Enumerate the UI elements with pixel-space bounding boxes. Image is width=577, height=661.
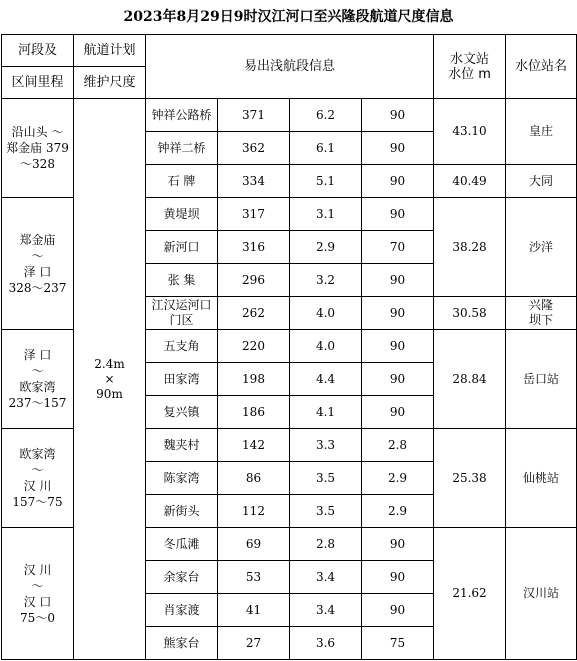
shoal-width: 90	[362, 99, 434, 132]
shoal-name: 熊家台	[146, 627, 218, 660]
header-gauge-level	[434, 35, 506, 99]
shoal-mileage: 220	[218, 330, 290, 363]
shoal-depth: 6.2	[290, 99, 362, 132]
shoal-mileage: 41	[218, 594, 290, 627]
header-segment-line1: 河段及	[2, 35, 74, 67]
segment-line: 75～0	[20, 610, 55, 625]
shoal-depth: 4.0	[290, 297, 362, 330]
shoal-width: 90	[362, 132, 434, 165]
plan-times: ×	[104, 371, 115, 386]
shoal-name: 新河口	[146, 231, 218, 264]
shoal-depth: 4.1	[290, 396, 362, 429]
page-title: 2023年8月29日9时汉江河口至兴隆段航道尺度信息	[123, 9, 454, 25]
segment-cell	[2, 429, 74, 528]
shoal-name: 田家湾	[146, 363, 218, 396]
header-gauge-level-line1: 水文站	[450, 51, 490, 67]
shoal-width: 90	[362, 363, 434, 396]
shoal-depth: 3.4	[290, 561, 362, 594]
header-segment-line2: 区间里程	[2, 67, 74, 99]
shoal-depth: 3.3	[290, 429, 362, 462]
shoal-depth: 2.8	[290, 528, 362, 561]
shoal-mileage: 371	[218, 99, 290, 132]
shoal-width: 2.8	[362, 429, 434, 462]
segment-cell	[2, 99, 74, 198]
shoal-mileage: 198	[218, 363, 290, 396]
shoal-width: 90	[362, 297, 434, 330]
shoal-name: 黄堤坝	[146, 198, 218, 231]
shoal-width: 90	[362, 264, 434, 297]
station-level: 25.38	[434, 429, 506, 528]
shoal-width: 90	[362, 165, 434, 198]
shoal-width: 90	[362, 561, 434, 594]
shoal-mileage: 362	[218, 132, 290, 165]
shoal-name: 江汉运河口门区	[146, 297, 218, 330]
segment-cell	[2, 198, 74, 330]
shoal-width: 2.9	[362, 495, 434, 528]
segment-line: ～	[31, 364, 44, 378]
plan-width: 90m	[96, 386, 123, 401]
segment-line: 汉 口	[23, 594, 52, 609]
station-name: 汉川站	[506, 528, 577, 660]
segment-line: 汉 川	[23, 562, 52, 577]
table-row	[2, 99, 577, 132]
segment-line: 汉 川	[23, 479, 52, 493]
shoal-mileage: 317	[218, 198, 290, 231]
header-row	[2, 35, 577, 67]
segment-line: 郑金庙	[19, 232, 56, 247]
shoal-depth: 6.1	[290, 132, 362, 165]
shoal-width: 2.9	[362, 462, 434, 495]
shoal-mileage: 142	[218, 429, 290, 462]
station-name: 兴隆坝下	[506, 297, 577, 330]
shoal-name: 余家台	[146, 561, 218, 594]
shoal-width: 70	[362, 231, 434, 264]
shoal-mileage: 296	[218, 264, 290, 297]
shoal-width: 75	[362, 627, 434, 660]
header-shoal-info: 易出浅航段信息	[146, 35, 434, 99]
shoal-depth: 3.4	[290, 594, 362, 627]
segment-line: 泽 口	[23, 348, 52, 362]
shoal-name: 肖家渡	[146, 594, 218, 627]
shoal-depth: 4.4	[290, 363, 362, 396]
shoal-name: 新街头	[146, 495, 218, 528]
station-level: 38.28	[434, 198, 506, 297]
shoal-mileage: 112	[218, 495, 290, 528]
station-name: 大同	[506, 165, 577, 198]
station-level: 28.84	[434, 330, 506, 429]
shoal-name: 陈家湾	[146, 462, 218, 495]
shoal-depth: 3.5	[290, 462, 362, 495]
station-name: 岳口站	[506, 330, 577, 429]
segment-cell	[2, 528, 74, 660]
segment-line: 欧家湾	[19, 380, 56, 394]
channel-dimension-table	[1, 34, 577, 660]
segment-line: 欧家湾	[19, 447, 56, 461]
shoal-depth: 3.6	[290, 627, 362, 660]
shoal-mileage: 53	[218, 561, 290, 594]
shoal-mileage: 86	[218, 462, 290, 495]
segment-line: ～328	[20, 157, 55, 171]
shoal-width: 90	[362, 330, 434, 363]
header-gauge-level-line2: 水位 m	[448, 66, 491, 82]
station-name: 沙洋	[506, 198, 577, 297]
shoal-mileage: 27	[218, 627, 290, 660]
header-plan-line2: 维护尺度	[74, 67, 146, 99]
shoal-width: 90	[362, 198, 434, 231]
plan-depth: 2.4m	[94, 356, 125, 371]
station-level: 43.10	[434, 99, 506, 165]
segment-line: 157～75	[12, 495, 63, 509]
shoal-name: 魏夹村	[146, 429, 218, 462]
header-gauge-name: 水位站名	[506, 35, 577, 99]
shoal-name: 复兴镇	[146, 396, 218, 429]
segment-line: ～	[31, 578, 44, 593]
shoal-mileage: 334	[218, 165, 290, 198]
shoal-name: 石 牌	[146, 165, 218, 198]
plan-dimension-cell	[74, 99, 146, 660]
segment-line: ～	[31, 248, 44, 263]
shoal-name: 钟祥公路桥	[146, 99, 218, 132]
shoal-name: 五支角	[146, 330, 218, 363]
segment-line: ～	[31, 463, 44, 477]
shoal-name: 张 集	[146, 264, 218, 297]
shoal-depth: 4.0	[290, 330, 362, 363]
shoal-depth: 5.1	[290, 165, 362, 198]
shoal-width: 90	[362, 528, 434, 561]
segment-line: 237～157	[8, 396, 67, 410]
shoal-name: 钟祥二桥	[146, 132, 218, 165]
shoal-name: 冬瓜滩	[146, 528, 218, 561]
segment-line: 泽 口	[23, 264, 52, 279]
station-level: 30.58	[434, 297, 506, 330]
shoal-depth: 3.5	[290, 495, 362, 528]
shoal-mileage: 186	[218, 396, 290, 429]
station-name: 皇庄	[506, 99, 577, 165]
segment-line: 328～237	[8, 280, 67, 295]
shoal-width: 90	[362, 396, 434, 429]
station-level: 40.49	[434, 165, 506, 198]
station-name: 仙桃站	[506, 429, 577, 528]
segment-cell	[2, 330, 74, 429]
shoal-width: 90	[362, 594, 434, 627]
shoal-mileage: 316	[218, 231, 290, 264]
station-level: 21.62	[434, 528, 506, 660]
shoal-depth: 2.9	[290, 231, 362, 264]
shoal-mileage: 262	[218, 297, 290, 330]
segment-line: 沿山头 ～	[11, 125, 64, 139]
header-plan-line1: 航道计划	[74, 35, 146, 67]
segment-line: 郑金庙 379	[6, 141, 69, 155]
shoal-depth: 3.1	[290, 198, 362, 231]
shoal-depth: 3.2	[290, 264, 362, 297]
shoal-mileage: 69	[218, 528, 290, 561]
